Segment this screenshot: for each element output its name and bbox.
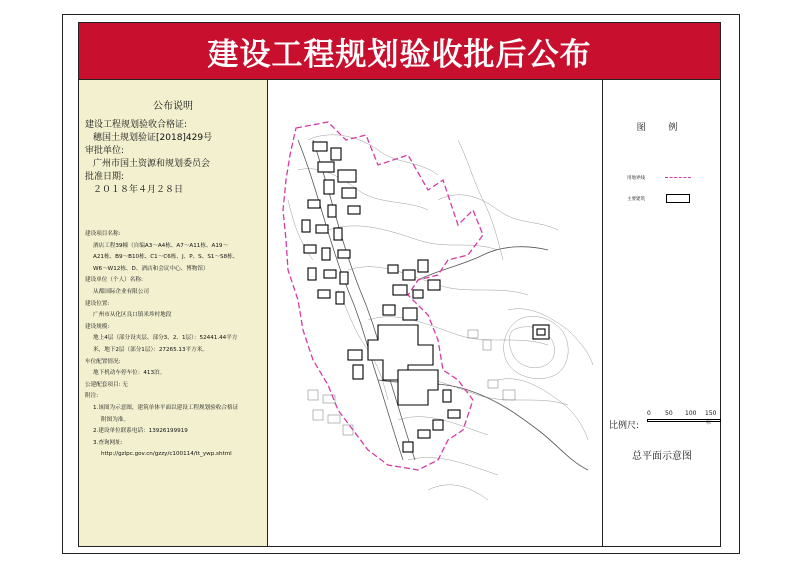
scale-label: 比例尺:	[609, 421, 640, 431]
plan-title: 总平面示意图	[632, 451, 692, 462]
project-name-label: 建设项目名称:	[85, 231, 121, 237]
parking-value: 地下机动车停车位：413泊。	[93, 370, 166, 377]
legend-boundary-label: 用地界线	[627, 176, 645, 181]
location-label: 建设位置:	[85, 300, 110, 307]
scale-tick: 50	[665, 410, 673, 417]
scale-tick: 0	[647, 410, 651, 417]
notice-title: 公布说明	[153, 101, 193, 112]
note-item: 2.建设单位联系电话：13926199919	[93, 428, 188, 435]
scale-tick: 100	[685, 410, 697, 417]
project-name-line: A21栋、B9～B10栋、C1～C6栋、J、P、S、S1～S8栋、	[93, 254, 239, 261]
unit-value: 从都国际企业有限公司	[93, 288, 149, 295]
legend-panel	[602, 80, 720, 546]
cert-label: 建设工程规划验收合格证:	[85, 120, 188, 130]
location-value: 广州市从化区良口镇米埗村地段	[93, 312, 172, 319]
site-plan-drawing	[268, 80, 602, 546]
cert-value: 穗国土规划验证[2018]429号	[93, 133, 213, 143]
note-item: 1.该图为示意图，建筑单体平面以建设工程规划验收合格证	[93, 404, 239, 411]
query-url[interactable]: http://gzlpc.gov.cn/gzzy/c100114/tt_ywp.shtml	[101, 451, 232, 458]
scale-bar	[607, 410, 719, 430]
legend-title: 图 例	[636, 123, 688, 133]
unit-label: 建设单位（个人）名称:	[85, 277, 143, 284]
site-plan-map	[268, 80, 602, 546]
legend-building	[603, 194, 721, 204]
date-label: 批准日期:	[85, 172, 125, 182]
date-value: ２０１８年４月２８日	[93, 185, 184, 195]
legend-building-label: 主要建筑	[627, 197, 645, 202]
scale-value: 地上4层（部分设夹层、部分3、2、1层）：52441.44平方	[93, 335, 238, 342]
boundary-line-icon	[665, 177, 691, 178]
note-item: 3.查询网址:	[93, 439, 123, 446]
parking-label: 车位配置情况:	[85, 358, 121, 365]
legend-boundary	[603, 173, 721, 183]
notes-label: 附注:	[85, 393, 99, 400]
notice-panel	[79, 80, 268, 546]
approver-value: 广州市国土资源和规划委员会	[93, 159, 211, 169]
approver-label: 审批单位:	[85, 146, 125, 156]
public-label: 公建配套项目: 无	[85, 381, 128, 388]
scale-value: 米，地下2层（部分1层）：27265.13平方米。	[93, 346, 208, 353]
project-name-line: 酒店工程39幢（自编A3～A4栋、A7～A11栋、A19～	[93, 242, 229, 249]
project-name-line: W6～W12栋、D、酒店和会议中心、博物馆）	[93, 265, 209, 272]
scale-tick: 150米	[705, 410, 717, 426]
scale-bar-graphic	[647, 419, 721, 422]
main-buildings	[302, 142, 549, 452]
scale-label: 建设规模:	[85, 323, 110, 330]
note-item: 附图为准。	[101, 416, 129, 423]
building-rect-icon	[666, 194, 690, 203]
page-title: 建设工程规划验收批后公布	[79, 23, 720, 80]
